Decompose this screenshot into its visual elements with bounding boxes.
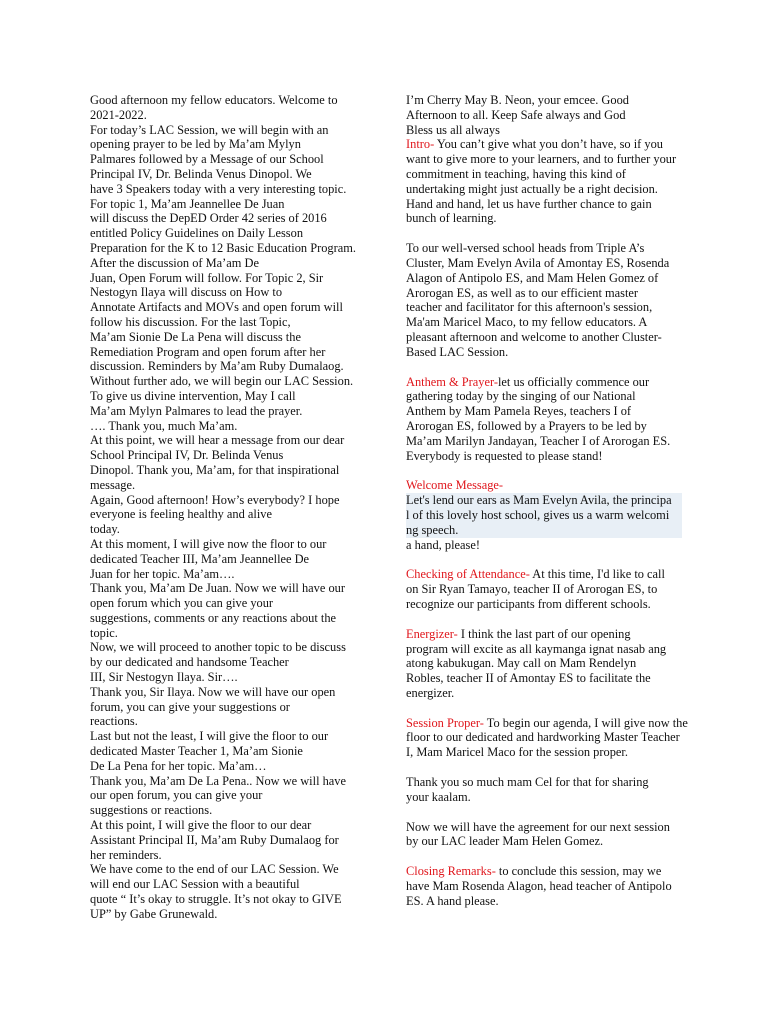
script-line: Ma’am Sionie De La Pena will discuss the [90,329,301,344]
paragraph-spacer [406,760,682,775]
script-line: Assistant Principal II, Ma’am Ruby Dumalaog for [90,832,339,847]
paragraph-spacer [406,552,682,567]
intro-line: commitment in teaching, having this kind of [406,166,626,181]
script-line: message. [90,477,136,492]
script-line: Nestogyn Ilaya will discuss on How to [90,285,283,300]
greeting-line: pleasant afternoon and welcome to another Cluster- [406,329,662,344]
thanks-line: your kaalam. [406,789,471,804]
script-line: reactions. [90,714,138,729]
checking-of-attendance-first-line [406,567,682,582]
anthem-prayer-text: let us officially commence our [497,374,650,389]
script-line: Again, Good afternoon! How’s everybody? I hope [90,492,340,507]
script-line: 2021-2022. [90,107,147,122]
welcome-message-label: Welcome Message- [406,478,504,493]
script-line: forum, you can give your suggestions or [90,699,290,714]
script-line: Principal IV, Dr. Belinda Venus Dinopol. We [90,166,312,181]
emcee-line: Bless us all always [406,122,500,137]
script-line: Thank you, Sir Ilaya. Now we will have our open [90,684,336,699]
energizer-text: I think the last part of our opening [457,626,631,641]
greeting-line: teacher and facilitator for this afternoon's session, [406,300,653,315]
intro-first-line [406,137,682,152]
script-line: suggestions or reactions. [90,803,213,818]
script-line: At this point, I will give the floor to our dear [90,818,312,833]
intro-line: undertaking might just actually be a right decision. [406,181,658,196]
intro-label: Intro- [406,137,435,152]
script-line: quote “ It’s okay to struggle. It’s not okay to GIVE [90,892,342,907]
greeting-line: Cluster, Mam Evelyn Avila of Amontay ES, Rosenda [406,255,670,270]
script-line: UP” by Gabe Grunewald. [90,906,218,921]
closing-remarks-label: Closing Remarks- [406,864,496,879]
script-line: To give us divine intervention, May I call [90,388,296,403]
script-line: At this point, we will hear a message from our dear [90,433,345,448]
script-line: Juan, Open Forum will follow. For Topic 2, Sir [90,270,324,285]
script-line: everyone is feeling healthy and alive [90,507,272,522]
agreement-line: by our LAC leader Mam Helen Gomez. [406,834,604,849]
paragraph-spacer [406,612,682,627]
right-column-program [406,93,688,909]
script-line: Last but not the least, I will give the floor to our [90,729,329,744]
paragraph-spacer [406,226,682,241]
energizer-line: Robles, teacher II of Amontay ES to facilitate the [406,671,651,686]
paragraph-spacer [406,360,682,375]
script-line: entitled Policy Guidelines on Daily Lesson [90,226,304,241]
energizer-line: energizer. [406,685,455,700]
checking-of-attendance-label: Checking of Attendance- [406,567,530,582]
anthem-prayer-line: Arorogan ES, followed by a Prayers to be led by [406,418,647,433]
script-line: …. Thank you, much Ma’am. [90,418,238,433]
intro-text: You can’t give what you don’t have, so if you [434,137,663,152]
paragraph-spacer [406,701,682,716]
script-line: School Principal IV, Dr. Belinda Venus [90,448,284,463]
script-line: Good afternoon my fellow educators. Welcome to [90,93,338,107]
intro-line: want to give more to your learners, and to further your [406,152,677,167]
script-line: follow his discussion. For the last Topic, [90,314,291,329]
emcee-line: I’m Cherry May B. Neon, your emcee. Good [406,93,629,107]
intro-line: Hand and hand, let us have further chance to gain [406,196,652,211]
session-proper-label: Session Proper- [406,715,484,730]
script-line: Preparation for the K to 12 Basic Education Program. [90,240,356,255]
script-line: Dinopol. Thank you, Ma’am, for that inspirational [90,462,340,477]
script-line: Without further ado, we will begin our LAC Session. [90,374,354,389]
script-line: open forum which you can give your [90,596,274,611]
script-line: our open forum, you can give your [90,788,263,803]
script-line: discussion. Reminders by Ma’am Ruby Dumalaog. [90,359,344,374]
script-line: have 3 Speakers today with a very interesting topic. [90,181,347,196]
left-column-script [90,93,358,922]
greeting-line: Arorogan ES, as well as to our efficient master [406,285,639,300]
script-line: topic. [90,625,118,640]
script-line: will discuss the DepED Order 42 series of 2016 [90,211,327,226]
paragraph-spacer [406,463,682,478]
emcee-line: Afternoon to all. Keep Safe always and God [406,107,626,122]
thanks-line: Thank you so much mam Cel for that for sharing [406,775,649,790]
closing-remarks-line: have Mam Rosenda Alagon, head teacher of Antipolo [406,879,672,894]
anthem-prayer-line: Ma’am Marilyn Jandayan, Teacher I of Arorogan ES. [406,433,671,448]
greeting-line: To our well-versed school heads from Triple A’s [406,241,645,256]
anthem-prayer-line: gathering today by the singing of our National [406,389,636,404]
closing-remarks-line: ES. A hand please. [406,893,499,908]
checking-of-attendance-text: At this time, I'd like to call [529,567,665,582]
checking-of-attendance-line: recognize our participants from different schools. [406,596,651,611]
greeting-line: Based LAC Session. [406,344,509,359]
script-line: will end our LAC Session with a beautiful [90,877,300,892]
paragraph-spacer [406,805,682,820]
energizer-first-line [406,627,682,642]
script-line: At this moment, I will give now the floor to our [90,536,327,551]
script-line: Annotate Artifacts and MOVs and open forum will [90,300,343,315]
script-line: Remediation Program and open forum after her [90,344,326,359]
greeting-line: Ma'am Maricel Maco, to my fellow educators. A [406,315,648,330]
anthem-prayer-line: Anthem by Mam Pamela Reyes, teachers I of [406,404,632,419]
script-line: For topic 1, Ma’am Jeannellee De Juan [90,196,285,211]
session-proper-line: floor to our dedicated and hardworking Master Teacher [406,730,680,745]
script-line: today. [90,522,120,537]
paragraph-spacer [406,849,682,864]
session-proper-line: I, Mam Maricel Maco for the session proper. [406,745,628,760]
anthem-prayer-line: Everybody is requested to please stand! [406,448,603,463]
script-line: suggestions, comments or any reactions about the [90,610,337,625]
script-line: Thank you, Ma’am De La Pena.. Now we will have [90,773,346,788]
script-line: Thank you, Ma’am De Juan. Now we will have our [90,581,345,596]
energizer-label: Energizer- [406,626,458,641]
script-line: For today’s LAC Session, we will begin with an [90,122,329,137]
script-line: III, Sir Nestogyn Ilaya. Sir…. [90,670,238,685]
script-line: After the discussion of Ma’am De [90,255,259,270]
welcome-highlighted-line: Let's lend our ears as Mam Evelyn Avila, the principa [406,493,682,508]
welcome-line: a hand, please! [406,537,480,552]
script-line: Ma’am Mylyn Palmares to lead the prayer. [90,403,303,418]
intro-line: bunch of learning. [406,211,497,226]
script-line: her reminders. [90,847,162,862]
script-line: Now, we will proceed to another topic to be discuss [90,640,346,655]
welcome-highlighted-line: ng speech. [406,523,682,538]
welcome-highlighted-line: l of this lovely host school, gives us a warm welcomi [406,508,682,523]
greeting-line: Alagon of Antipolo ES, and Mam Helen Gomez of [406,270,659,285]
script-line: Palmares followed by a Message of our School [90,152,324,167]
script-line: dedicated Master Teacher 1, Ma’am Sionie [90,744,303,759]
session-proper-first-line [406,715,688,731]
closing-remarks-first-line [406,864,682,879]
script-line: by our dedicated and handsome Teacher [90,655,289,670]
agreement-line: Now we will have the agreement for our next session [406,819,670,834]
anthem-prayer-first-line [406,375,682,390]
script-line: opening prayer to be led by Ma’am Mylyn [90,137,301,152]
session-proper-text: To begin our agenda, I will give now the [483,715,688,730]
anthem-prayer-label: Anthem & Prayer- [406,374,498,389]
script-line: We have come to the end of our LAC Session. We [90,862,339,877]
energizer-line: atong kabukugan. May call on Mam Rendelyn [406,656,637,671]
checking-of-attendance-line: on Sir Ryan Tamayo, teacher II of Arorogan ES, to [406,582,658,597]
closing-remarks-text: to conclude this session, may we [495,864,662,879]
energizer-line: program will excite as all kaymanga ignat nasab ang [406,641,667,656]
script-line: dedicated Teacher III, Ma’am Jeannellee De [90,551,310,566]
script-line: De La Pena for her topic. Ma’am… [90,758,267,773]
script-line: Juan for her topic. Ma’am…. [90,566,235,581]
